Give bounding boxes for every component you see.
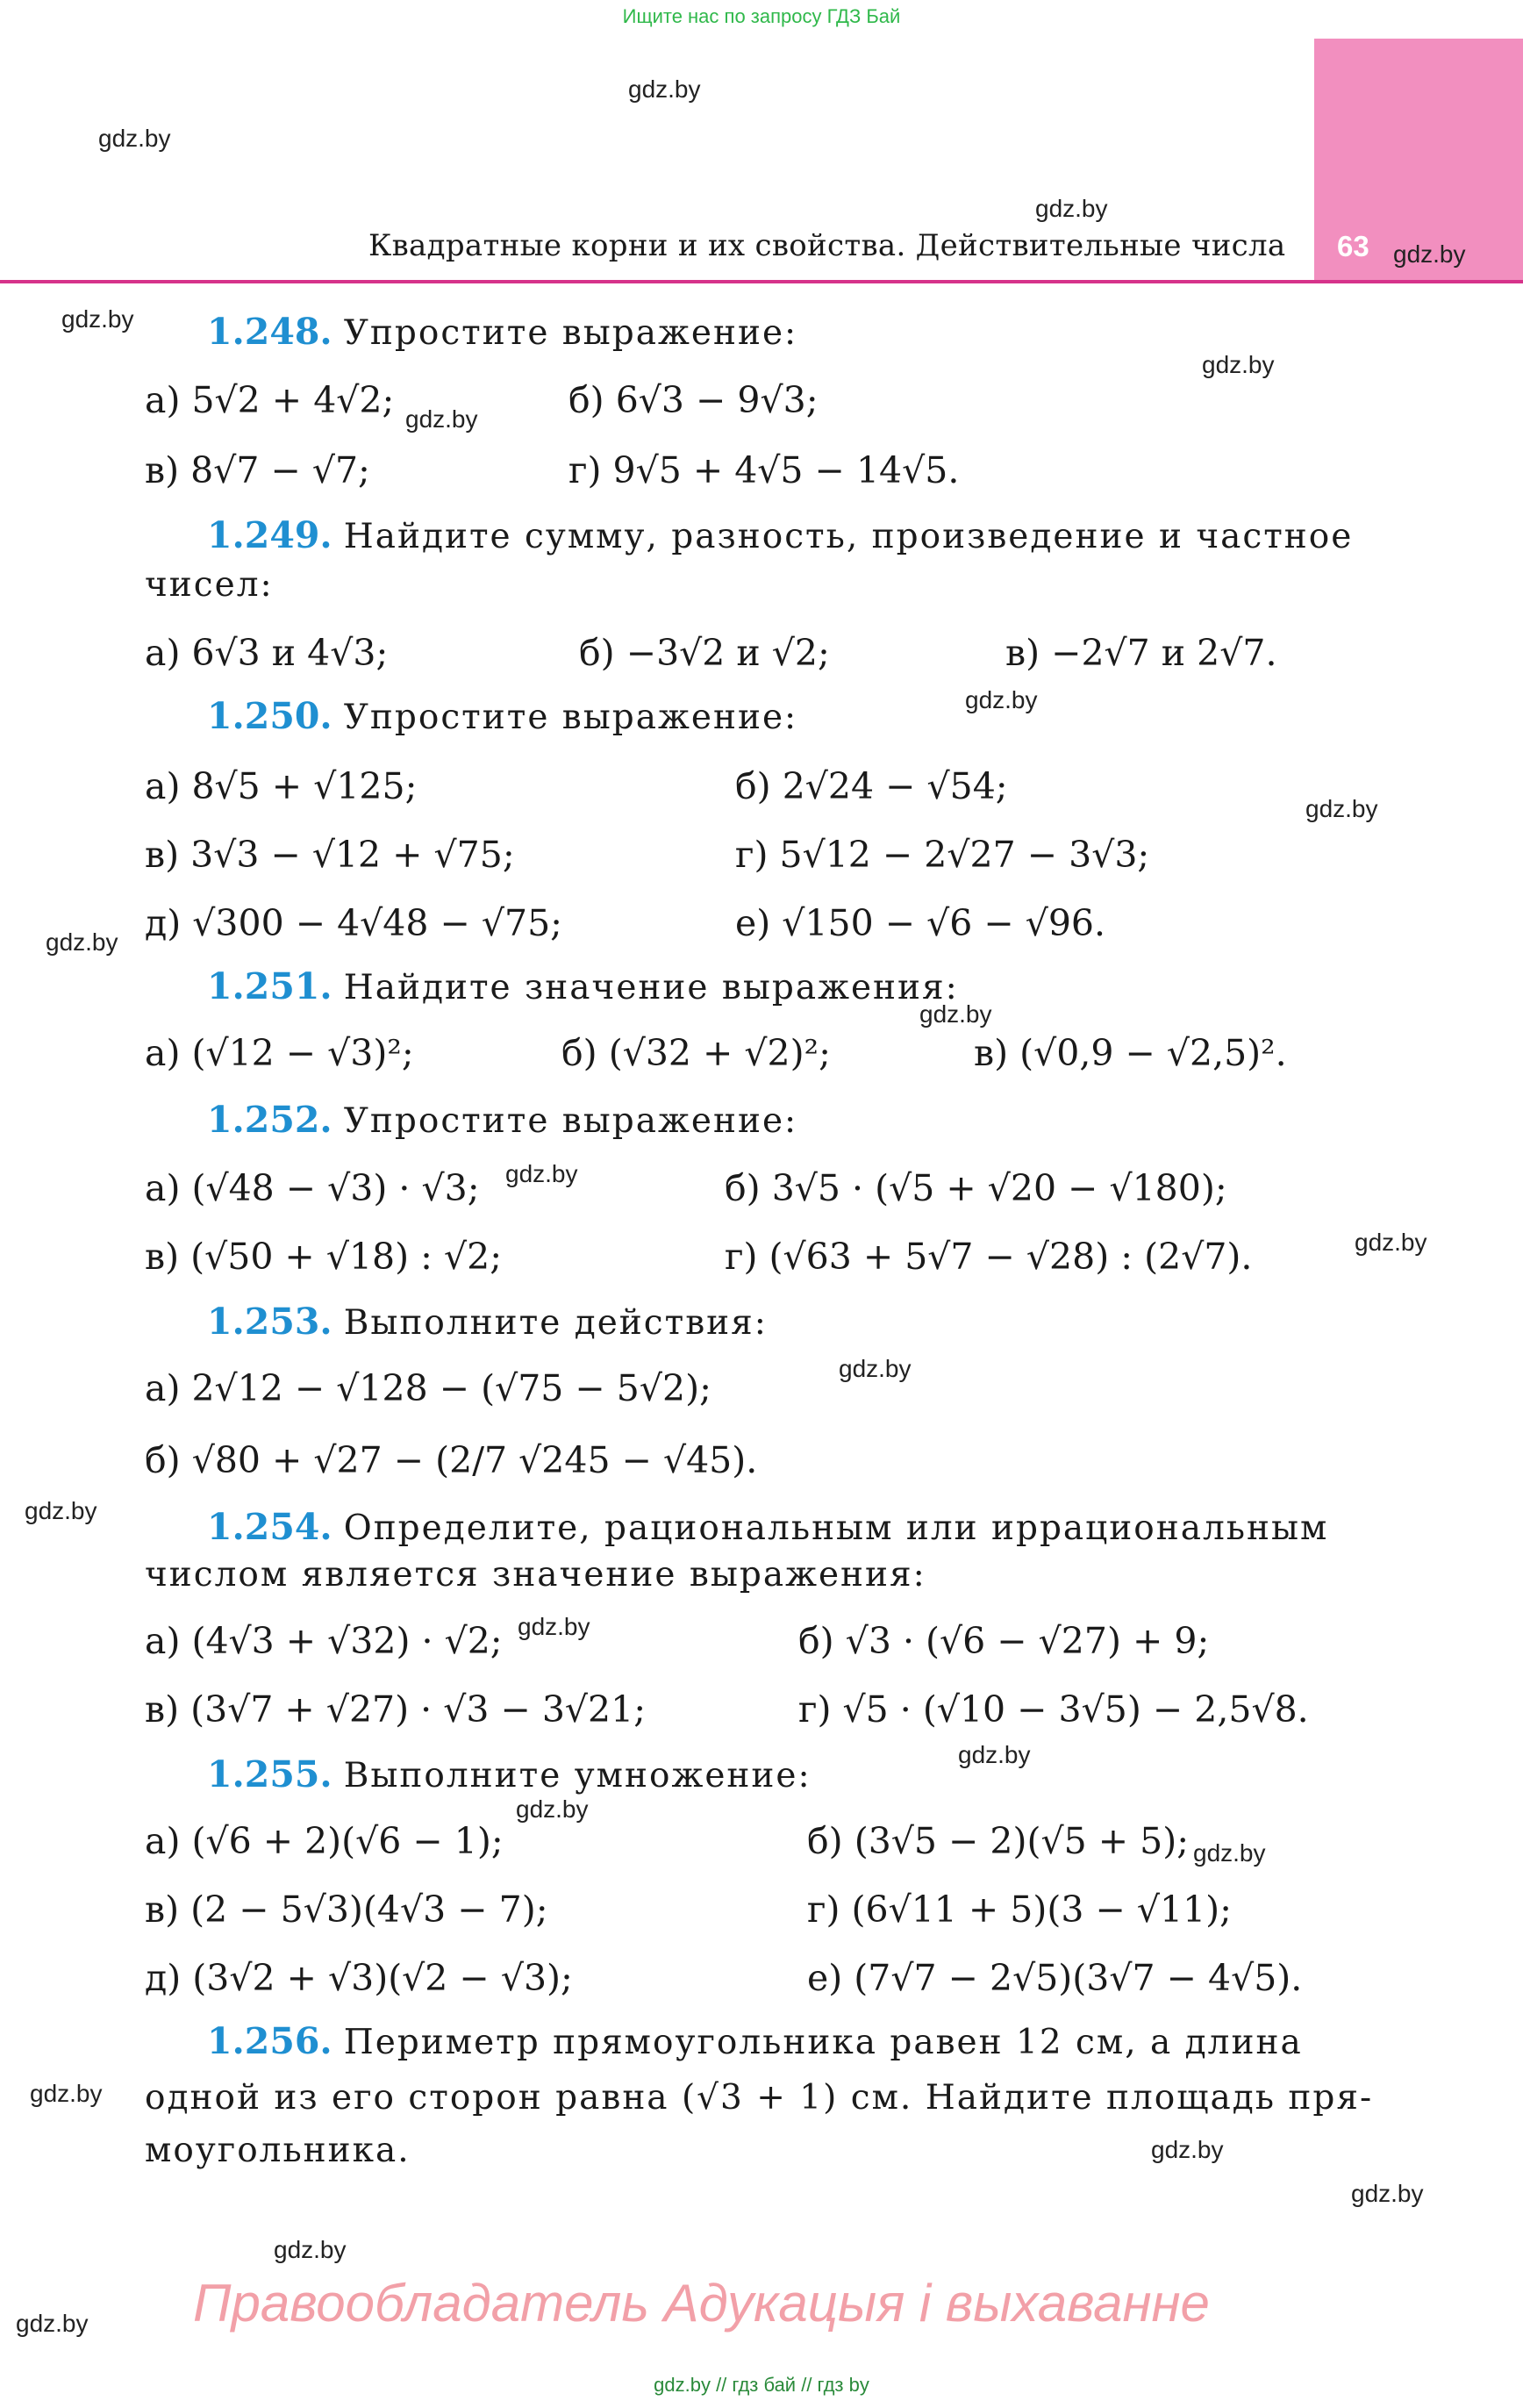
problem-number: 1.254. bbox=[207, 1506, 332, 1548]
watermark: gdz.by bbox=[30, 2080, 103, 2107]
watermark: gdz.by bbox=[61, 305, 134, 333]
problem-1-254-heading bbox=[207, 1506, 1328, 1548]
problem-text: Выполните действия: bbox=[343, 1303, 768, 1343]
problem-1-255-b: б) (3√5 − 2)(√5 + 5); bbox=[807, 1820, 1190, 1862]
problem-text: Определите, рациональным или иррациональным bbox=[343, 1509, 1329, 1548]
footer-links[interactable]: gdz.by // гдз бай // гдз by bbox=[654, 2374, 869, 2396]
problem-number: 1.248. bbox=[207, 311, 332, 353]
problem-1-250-a: а) 8√5 + √125; bbox=[145, 765, 418, 807]
watermark: gdz.by bbox=[25, 1497, 97, 1524]
watermark: gdz.by bbox=[919, 1000, 992, 1028]
problem-1-255-heading bbox=[207, 1753, 812, 1795]
problem-1-255-a: а) (√6 + 2)(√6 − 1); bbox=[145, 1820, 504, 1862]
problem-1-251-v: в) (√0,9 − √2,5)². bbox=[974, 1032, 1287, 1074]
watermark: gdz.by bbox=[628, 75, 701, 103]
problem-1-252-v: в) (√50 + √18) : √2; bbox=[145, 1236, 503, 1278]
problem-1-248-b: б) 6√3 − 9√3; bbox=[568, 379, 819, 421]
problem-1-250-b: б) 2√24 − √54; bbox=[735, 765, 1008, 807]
problem-1-254-b: б) √3 · (√6 − √27) + 9; bbox=[798, 1620, 1210, 1662]
problem-number: 1.251. bbox=[207, 965, 332, 1007]
problem-text: Найдите значение выражения: bbox=[343, 968, 959, 1007]
running-header: Квадратные корни и их свойства. Действительные числа bbox=[368, 228, 1286, 263]
problem-text: Упростите выражение: bbox=[343, 1101, 798, 1141]
problem-1-253-a: а) 2√12 − √128 − (√75 − 5√2); bbox=[145, 1367, 711, 1409]
watermark: gdz.by bbox=[16, 2310, 89, 2337]
problem-1-249-heading bbox=[207, 514, 1353, 556]
header-divider bbox=[0, 280, 1523, 283]
problem-1-255-v: в) (2 − 5√3)(4√3 − 7); bbox=[145, 1888, 548, 1931]
watermark: gdz.by bbox=[965, 686, 1038, 713]
problem-1-252-heading bbox=[207, 1099, 797, 1141]
problem-1-255-d: д) (3√2 + √3)(√2 − √3); bbox=[145, 1957, 573, 1999]
watermark: gdz.by bbox=[1193, 1839, 1266, 1867]
problem-1-250-v: в) 3√3 − √12 + √75; bbox=[145, 834, 515, 876]
problem-1-256-heading bbox=[207, 2020, 1303, 2062]
problem-1-253-b: б) √80 + √27 − (2/7 √245 − √45). bbox=[145, 1439, 758, 1481]
problem-number: 1.252. bbox=[207, 1099, 332, 1141]
problem-1-252-b: б) 3√5 · (√5 + √20 − √180); bbox=[725, 1167, 1227, 1209]
problem-1-250-g: г) 5√12 − 2√27 − 3√3; bbox=[735, 834, 1150, 876]
watermark: gdz.by bbox=[1355, 1229, 1427, 1256]
problem-1-250-heading bbox=[207, 695, 797, 737]
watermark: gdz.by bbox=[839, 1355, 912, 1382]
problem-1-254-text2: числом является значение выражения: bbox=[145, 1555, 926, 1595]
problem-1-255-e: е) (7√7 − 2√5)(3√7 − 4√5). bbox=[807, 1957, 1303, 1999]
top-banner[interactable]: Ищите нас по запросу ГДЗ Бай bbox=[622, 5, 901, 27]
problem-1-250-e: е) √150 − √6 − √96. bbox=[735, 902, 1106, 944]
problem-number: 1.256. bbox=[207, 2020, 332, 2062]
watermark: gdz.by bbox=[1035, 195, 1108, 222]
watermark: gdz.by bbox=[405, 405, 478, 433]
problem-1-251-heading bbox=[207, 965, 959, 1007]
problem-1-248-g: г) 9√5 + 4√5 − 14√5. bbox=[568, 449, 960, 491]
problem-1-249-b: б) −3√2 и √2; bbox=[579, 632, 830, 674]
watermark: gdz.by bbox=[505, 1160, 578, 1187]
problem-text: Периметр прямоугольника равен 12 см, а длина bbox=[343, 2023, 1303, 2062]
problem-1-252-a: а) (√48 − √3) · √3; bbox=[145, 1167, 480, 1209]
problem-1-250-d: д) √300 − 4√48 − √75; bbox=[145, 902, 562, 944]
problem-1-248-v: в) 8√7 − √7; bbox=[145, 449, 370, 491]
copyright-holder: Правообладатель Адукацыя і выхаванне bbox=[193, 2274, 1210, 2333]
watermark: gdz.by bbox=[1393, 240, 1466, 268]
problem-1-251-b: б) (√32 + √2)²; bbox=[561, 1032, 831, 1074]
problem-1-248-a: а) 5√2 + 4√2; bbox=[145, 379, 395, 421]
watermark: gdz.by bbox=[958, 1741, 1031, 1768]
problem-text: Выполните умножение: bbox=[343, 1756, 812, 1795]
problem-text: Найдите сумму, разность, произведение и частное bbox=[343, 517, 1354, 556]
watermark: gdz.by bbox=[518, 1613, 590, 1640]
problem-1-255-g: г) (6√11 + 5)(3 − √11); bbox=[807, 1888, 1232, 1931]
problem-1-254-a: а) (4√3 + √32) · √2; bbox=[145, 1620, 503, 1662]
problem-1-254-g: г) √5 · (√10 − 3√5) − 2,5√8. bbox=[798, 1688, 1309, 1731]
problem-number: 1.249. bbox=[207, 514, 332, 556]
watermark: gdz.by bbox=[1151, 2136, 1224, 2163]
watermark: gdz.by bbox=[98, 125, 171, 152]
problem-1-254-v: в) (3√7 + √27) · √3 − 3√21; bbox=[145, 1688, 647, 1731]
watermark: gdz.by bbox=[46, 928, 118, 956]
problem-text: Упростите выражение: bbox=[343, 698, 798, 737]
problem-number: 1.253. bbox=[207, 1301, 332, 1343]
watermark: gdz.by bbox=[516, 1795, 589, 1823]
problem-number: 1.255. bbox=[207, 1753, 332, 1795]
watermark: gdz.by bbox=[1305, 795, 1378, 822]
watermark: gdz.by bbox=[274, 2236, 347, 2263]
problem-1-249-text2: чисел: bbox=[145, 565, 274, 605]
problem-1-256-text3: моугольника. bbox=[145, 2131, 411, 2170]
problem-1-249-v: в) −2√7 и 2√7. bbox=[1005, 632, 1277, 674]
problem-1-248-heading bbox=[207, 311, 797, 353]
problem-1-256-text2: одной из его сторон равна (√3 + 1) см. Найдите площадь пря- bbox=[145, 2078, 1374, 2118]
problem-1-249-a: а) 6√3 и 4√3; bbox=[145, 632, 389, 674]
problem-1-252-g: г) (√63 + 5√7 − √28) : (2√7). bbox=[725, 1236, 1253, 1278]
page-number: 63 bbox=[1337, 230, 1369, 262]
watermark: gdz.by bbox=[1351, 2180, 1424, 2207]
problem-1-253-heading bbox=[207, 1301, 768, 1343]
problem-1-251-a: а) (√12 − √3)²; bbox=[145, 1032, 414, 1074]
watermark: gdz.by bbox=[1202, 351, 1275, 378]
problem-text: Упростите выражение: bbox=[343, 313, 798, 353]
problem-number: 1.250. bbox=[207, 695, 332, 737]
